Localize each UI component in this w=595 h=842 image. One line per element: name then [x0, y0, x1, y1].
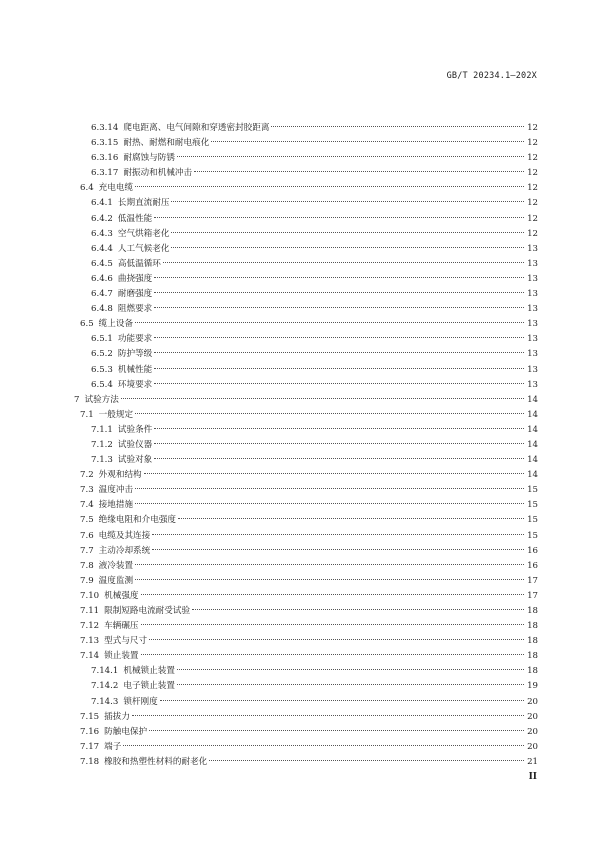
- toc-entry-title: 耐腐蚀与防锈: [123, 153, 175, 164]
- toc-entry-title: 试验对象: [117, 455, 153, 466]
- toc-entry[interactable]: [0, 544, 595, 559]
- toc-dot-leader: [194, 171, 524, 172]
- toc-entry-page: 14: [527, 424, 538, 435]
- toc-dot-leader: [144, 473, 524, 474]
- toc-entry-number: 7.11: [80, 606, 100, 616]
- toc-entry-page: 18: [527, 636, 538, 647]
- toc-entry-page: 13: [527, 304, 538, 315]
- toc-entry-title: 长期直流耐压: [117, 198, 170, 209]
- toc-entry[interactable]: [0, 302, 595, 317]
- toc-entry-number: 6.4.8: [91, 304, 113, 315]
- toc-entry-number: 6.4.7: [91, 289, 113, 300]
- toc-entry-page: 20: [527, 711, 538, 722]
- toc-entry[interactable]: [0, 408, 595, 423]
- toc-entry-line: [80, 634, 538, 649]
- toc-entry[interactable]: [0, 679, 595, 694]
- toc-entry[interactable]: [0, 227, 595, 242]
- toc-entry-number: 7.15: [80, 711, 100, 722]
- toc-entry-title: 端子: [104, 741, 122, 752]
- toc-entry[interactable]: [0, 695, 595, 710]
- toc-entry-line: [91, 332, 538, 347]
- toc-entry-title: 缆上设备: [98, 319, 134, 330]
- toc-entry-title: 耐振动和机械冲击: [123, 168, 193, 179]
- toc-entry-line: [91, 287, 538, 302]
- toc-entry-line: [80, 574, 538, 589]
- toc-entry-page: 12: [527, 213, 538, 224]
- toc-dot-leader: [178, 518, 524, 519]
- page-number: II: [528, 772, 537, 782]
- toc-entry-page: 13: [527, 334, 538, 345]
- toc-dot-leader: [160, 700, 524, 701]
- toc-entry[interactable]: [0, 196, 595, 211]
- toc-entry-line: [91, 151, 538, 166]
- toc-dot-leader: [171, 247, 524, 248]
- toc-entry-page: 20: [527, 741, 538, 752]
- toc-entry-title: 锁止装置: [104, 651, 139, 662]
- toc-entry-title: 机械锁止装置: [123, 666, 175, 677]
- toc-dot-leader: [177, 669, 524, 670]
- toc-entry-title: 温度监测: [98, 575, 134, 586]
- toc-entry[interactable]: [0, 438, 595, 453]
- toc-entry[interactable]: [0, 574, 595, 589]
- toc-entry-line: [80, 604, 538, 619]
- toc-entry-number: 6.5: [80, 319, 94, 330]
- toc-entry-page: 14: [527, 394, 538, 405]
- toc-entry-page: 21: [527, 756, 538, 767]
- toc-entry[interactable]: [0, 136, 595, 151]
- toc-entry-line: [74, 393, 538, 408]
- toc-entry-line: [91, 664, 538, 679]
- toc-entry-line: [91, 302, 538, 317]
- toc-entry-title: 防触电保护: [104, 726, 148, 737]
- toc-dot-leader: [149, 639, 524, 640]
- toc-entry-number: 6.4.2: [91, 213, 113, 224]
- toc-entry-line: [91, 257, 538, 272]
- toc-dot-leader: [209, 760, 524, 761]
- toc-entry[interactable]: [0, 121, 595, 136]
- toc-entry-number: 6.4.5: [91, 258, 113, 269]
- toc-entry-page: 16: [527, 560, 538, 571]
- toc-entry-page: 14: [527, 455, 538, 466]
- toc-entry-line: [91, 347, 538, 362]
- toc-entry-number: 7.10: [80, 590, 100, 601]
- toc-entry[interactable]: [0, 423, 595, 438]
- toc-entry-line: [91, 695, 538, 710]
- toc-entry-number: 7.1.1: [91, 424, 113, 435]
- document-header-id: GB/T 20234.1—202X: [446, 71, 537, 81]
- toc-dot-leader: [171, 201, 524, 202]
- toc-dot-leader: [135, 503, 524, 504]
- toc-entry-line: [80, 559, 538, 574]
- toc-entry-title: 机械强度: [104, 590, 139, 601]
- toc-entry-number: 7.13: [80, 636, 100, 647]
- toc-entry[interactable]: [0, 755, 595, 770]
- toc-entry-line: [80, 483, 538, 498]
- toc-entry-number: 7.1.3: [91, 455, 113, 466]
- toc-entry-page: 17: [527, 575, 538, 586]
- toc-entry-title: 限制短路电流耐受试验: [104, 606, 191, 616]
- toc-entry[interactable]: [0, 393, 595, 408]
- toc-entry-number: 7.2: [80, 470, 94, 481]
- toc-dot-leader: [154, 217, 524, 218]
- toc-entry[interactable]: [0, 725, 595, 740]
- toc-entry-line: [80, 725, 538, 740]
- toc-entry-line: [91, 438, 538, 453]
- toc-entry-line: [91, 242, 538, 257]
- toc-entry-title: 锁杆刚度: [123, 696, 158, 707]
- toc-entry[interactable]: [0, 242, 595, 257]
- toc-entry-number: 6.4.1: [91, 198, 113, 209]
- toc-entry-title: 曲挠强度: [117, 273, 153, 284]
- toc-entry[interactable]: [0, 498, 595, 513]
- toc-entry-page: 13: [527, 273, 538, 284]
- toc-entry-number: 7: [74, 394, 80, 405]
- toc-entry-line: [91, 136, 538, 151]
- toc-entry-title: 一般规定: [98, 409, 134, 420]
- toc-entry-number: 6.5.1: [91, 334, 113, 345]
- toc-entry[interactable]: [0, 332, 595, 347]
- toc-dot-leader: [154, 383, 524, 384]
- toc-entry-line: [80, 408, 538, 423]
- toc-dot-leader: [135, 488, 524, 489]
- toc-entry-number: 7.16: [80, 726, 100, 737]
- toc-entry-line: [80, 468, 538, 483]
- toc-entry-page: 12: [527, 123, 538, 133]
- toc-entry[interactable]: [0, 378, 595, 393]
- toc-entry-page: 12: [527, 153, 538, 164]
- toc-entry-number: 7.9: [80, 575, 94, 586]
- toc-entry-page: 18: [527, 651, 538, 662]
- toc-entry-page: 12: [527, 228, 538, 239]
- toc-entry-number: 7.14.2: [91, 681, 119, 692]
- toc-entry-number: 7.5: [80, 515, 94, 526]
- toc-entry-number: 6.3.15: [91, 138, 119, 149]
- toc-entry[interactable]: [0, 559, 595, 574]
- toc-entry-title: 机械性能: [117, 364, 153, 375]
- toc-entry-line: [91, 121, 538, 136]
- toc-entry[interactable]: [0, 710, 595, 725]
- toc-entry-title: 温度冲击: [98, 485, 134, 496]
- toc-entry[interactable]: [0, 287, 595, 302]
- toc-entry-page: 16: [527, 545, 538, 556]
- toc-entry[interactable]: [0, 453, 595, 468]
- toc-entry-line: [80, 755, 538, 770]
- toc-dot-leader: [135, 322, 524, 323]
- toc-entry-title: 主动冷却系统: [98, 545, 151, 556]
- toc-entry-line: [80, 740, 538, 755]
- toc-dot-leader: [163, 262, 524, 263]
- toc-entry[interactable]: [0, 589, 595, 604]
- toc-entry-page: 13: [527, 319, 538, 330]
- toc-entry-page: 15: [527, 530, 538, 541]
- toc-dot-leader: [177, 156, 524, 157]
- toc-entry-number: 6.5.4: [91, 379, 113, 390]
- toc-entry[interactable]: [0, 151, 595, 166]
- toc-entry-title: 高低温循环: [117, 258, 161, 269]
- toc-entry-title: 绝缘电阻和介电强度: [98, 515, 177, 526]
- toc-dot-leader: [135, 413, 524, 414]
- toc-entry-title: 耐热、耐燃和耐电痕化: [123, 138, 210, 149]
- toc-dot-leader: [154, 307, 524, 308]
- toc-entry-line: [91, 679, 538, 694]
- toc-entry-number: 7.14.1: [91, 666, 119, 677]
- toc-entry-page: 18: [527, 666, 538, 677]
- toc-dot-leader: [152, 549, 524, 550]
- toc-entry-line: [91, 166, 538, 181]
- toc-entry-number: 7.1.2: [91, 439, 113, 450]
- toc-dot-leader: [121, 398, 524, 399]
- toc-entry-number: 6.3.17: [91, 168, 119, 179]
- toc-entry-line: [80, 498, 538, 513]
- toc-entry[interactable]: [0, 634, 595, 649]
- toc-entry[interactable]: [0, 272, 595, 287]
- toc-entry-number: 6.3.16: [91, 153, 119, 164]
- toc-entry-page: 17: [527, 590, 538, 601]
- toc-dot-leader: [271, 126, 524, 127]
- toc-entry-number: 6.5.2: [91, 349, 113, 360]
- toc-entry-number: 7.7: [80, 545, 94, 556]
- toc-entry-page: 19: [527, 681, 538, 692]
- toc-entry-title: 试验仪器: [117, 439, 153, 450]
- toc-entry-number: 7.14: [80, 651, 100, 662]
- toc-dot-leader: [141, 624, 524, 625]
- toc-dot-leader: [154, 428, 524, 429]
- toc-entry-page: 12: [527, 183, 538, 194]
- toc-entry[interactable]: [0, 740, 595, 755]
- toc-entry-line: [91, 378, 538, 393]
- toc-entry[interactable]: [0, 166, 595, 181]
- toc-dot-leader: [171, 232, 524, 233]
- toc-entry-line: [80, 513, 538, 528]
- toc-entry-number: 7.18: [80, 756, 100, 767]
- toc-entry-page: 13: [527, 258, 538, 269]
- toc-entry-line: [91, 363, 538, 378]
- toc-entry-page: 13: [527, 243, 538, 254]
- toc-entry-number: 7.12: [80, 621, 100, 632]
- toc-entry-line: [80, 589, 538, 604]
- toc-entry-number: 6.4: [80, 183, 94, 194]
- toc-entry[interactable]: [0, 619, 595, 634]
- toc-entry[interactable]: [0, 483, 595, 498]
- toc-dot-leader: [154, 337, 524, 338]
- toc-dot-leader: [152, 534, 524, 535]
- toc-entry-title: 环境要求: [117, 379, 153, 390]
- toc-entry[interactable]: [0, 347, 595, 362]
- toc-entry[interactable]: [0, 664, 595, 679]
- toc-entry-page: 18: [527, 621, 538, 632]
- table-of-contents: [0, 121, 595, 770]
- toc-entry-title: 接地措施: [98, 500, 134, 511]
- toc-entry[interactable]: [0, 317, 595, 332]
- toc-entry-title: 外观和结构: [98, 470, 142, 481]
- toc-entry-page: 13: [527, 289, 538, 300]
- toc-dot-leader: [135, 579, 524, 580]
- toc-entry-line: [91, 227, 538, 242]
- toc-dot-leader: [154, 368, 524, 369]
- toc-dot-leader: [192, 609, 524, 610]
- toc-dot-leader: [154, 292, 524, 293]
- toc-entry-page: 14: [527, 409, 538, 420]
- toc-entry-title: 液冷装置: [98, 560, 134, 571]
- toc-entry-title: 耐磨强度: [117, 289, 153, 300]
- toc-entry-page: 12: [527, 198, 538, 209]
- toc-dot-leader: [154, 458, 524, 459]
- toc-entry-title: 试验条件: [117, 424, 153, 435]
- toc-entry[interactable]: [0, 513, 595, 528]
- toc-dot-leader: [154, 443, 524, 444]
- toc-entry-page: 12: [527, 138, 538, 149]
- toc-entry-page: 14: [527, 439, 538, 450]
- toc-entry-page: 13: [527, 349, 538, 360]
- toc-entry-page: 18: [527, 606, 538, 616]
- toc-dot-leader: [135, 564, 524, 565]
- toc-entry-page: 15: [527, 515, 538, 526]
- toc-entry-page: 20: [527, 726, 538, 737]
- toc-entry-title: 人工气候老化: [117, 243, 170, 254]
- toc-entry[interactable]: [0, 257, 595, 272]
- toc-entry-number: 7.4: [80, 500, 94, 511]
- toc-dot-leader: [132, 715, 524, 716]
- toc-dot-leader: [135, 186, 524, 187]
- toc-dot-leader: [141, 594, 524, 595]
- toc-entry[interactable]: [0, 649, 595, 664]
- toc-entry-number: 6.5.3: [91, 364, 113, 375]
- toc-entry[interactable]: [0, 468, 595, 483]
- toc-entry-title: 防护等级: [117, 349, 153, 360]
- toc-entry-page: 15: [527, 500, 538, 511]
- toc-dot-leader: [149, 730, 524, 731]
- toc-entry-line: [80, 529, 538, 544]
- toc-entry-line: [80, 710, 538, 725]
- toc-entry-line: [80, 544, 538, 559]
- toc-entry-title: 电缆及其连接: [98, 530, 151, 541]
- toc-entry-line: [91, 196, 538, 211]
- toc-dot-leader: [141, 654, 524, 655]
- toc-entry-page: 13: [527, 379, 538, 390]
- toc-entry-title: 车辆碾压: [104, 621, 139, 632]
- toc-entry-number: 7.6: [80, 530, 94, 541]
- toc-entry-page: 12: [527, 168, 538, 179]
- toc-dot-leader: [123, 745, 524, 746]
- toc-entry-title: 低温性能: [117, 213, 153, 224]
- toc-entry-line: [91, 453, 538, 468]
- toc-entry-line: [91, 272, 538, 287]
- toc-entry-page: 20: [527, 696, 538, 707]
- toc-entry[interactable]: [0, 363, 595, 378]
- toc-entry[interactable]: [0, 529, 595, 544]
- toc-entry-title: 橡胶和热塑性材料的耐老化: [104, 756, 208, 767]
- toc-entry-title: 阻燃要求: [117, 304, 153, 315]
- toc-entry-title: 爬电距离、电气间隙和穿透密封胶距离: [123, 123, 270, 133]
- toc-entry-title: 功能要求: [117, 334, 153, 345]
- toc-entry-line: [80, 181, 538, 196]
- toc-entry-line: [80, 619, 538, 634]
- toc-entry-number: 7.3: [80, 485, 94, 496]
- toc-dot-leader: [211, 141, 524, 142]
- toc-entry-title: 空气烘箱老化: [117, 228, 170, 239]
- toc-entry-line: [80, 317, 538, 332]
- toc-entry-title: 试验方法: [84, 394, 119, 405]
- toc-entry[interactable]: [0, 181, 595, 196]
- toc-entry-number: 6.4.3: [91, 228, 113, 239]
- toc-dot-leader: [177, 684, 524, 685]
- toc-entry-line: [91, 423, 538, 438]
- toc-entry-number: 7.17: [80, 741, 100, 752]
- toc-entry-number: 6.3.14: [91, 123, 119, 133]
- toc-entry-line: [91, 212, 538, 227]
- toc-entry[interactable]: [0, 604, 595, 619]
- toc-entry-number: 7.14.3: [91, 696, 119, 707]
- toc-entry-number: 6.4.4: [91, 243, 113, 254]
- toc-entry-title: 型式与尺寸: [104, 636, 148, 647]
- toc-entry-page: 13: [527, 364, 538, 375]
- toc-entry-number: 7.1: [80, 409, 94, 420]
- toc-entry-title: 充电电缆: [98, 183, 134, 194]
- toc-dot-leader: [154, 277, 524, 278]
- toc-entry-page: 14: [527, 470, 538, 481]
- toc-entry-line: [80, 649, 538, 664]
- toc-entry-title: 插拔力: [104, 711, 130, 722]
- toc-entry-title: 电子锁止装置: [123, 681, 175, 692]
- toc-entry-number: 6.4.6: [91, 273, 113, 284]
- toc-dot-leader: [154, 352, 524, 353]
- toc-entry-number: 7.8: [80, 560, 94, 571]
- toc-entry-page: 15: [527, 485, 538, 496]
- toc-entry[interactable]: [0, 212, 595, 227]
